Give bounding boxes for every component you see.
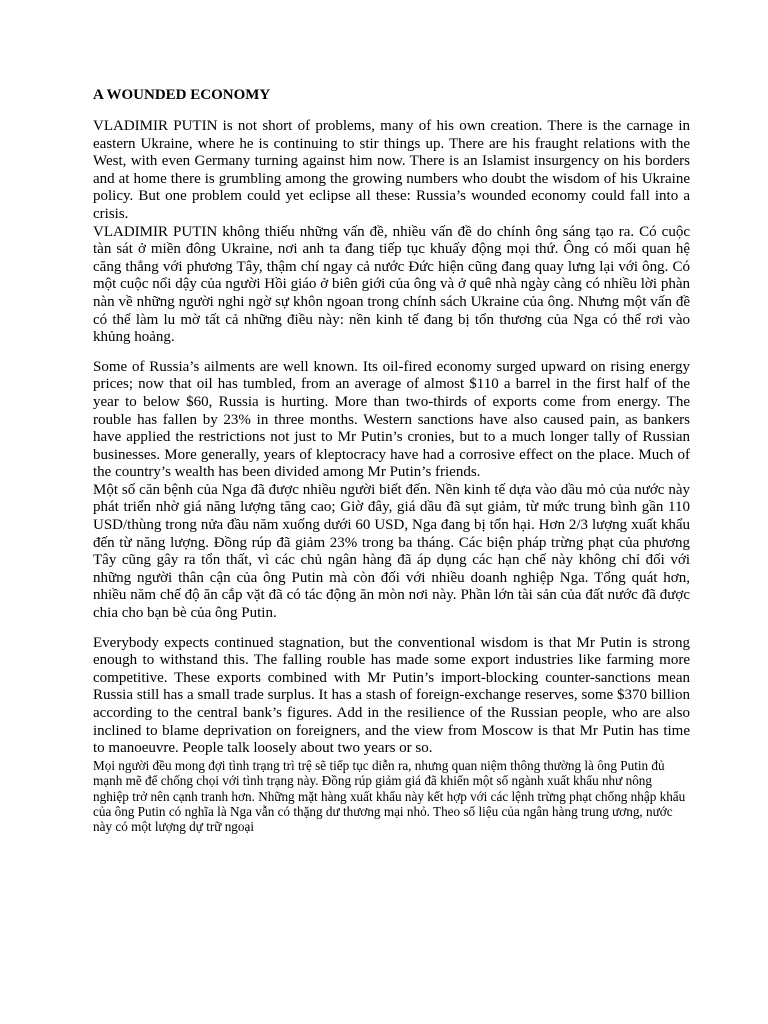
paragraph-vietnamese-3: Mọi người đều mong đợi tình trạng trì trệ sẽ tiếp tục diễn ra, nhưng quan niệm thông thường là ông Putin đủ mạnh mẽ để chống chọi với tình trạng này. Đồng rúp giảm giá đã khiến một số ngành xuất khẩu như nông nghiệp trở nên cạnh tranh hơn. Những mặt hàng xuất khẩu này kết hợp với các lệnh trừng phạt chống nhập khẩu của ông Putin có nghĩa là Nga vẫn có thặng dư thương mại nhỏ. Theo số liệu của ngân hàng trung ương, nước này có một lượng dự trữ ngoại [93, 757, 686, 835]
paragraph-english-2: Some of Russia’s ailments are well known. Its oil-fired economy surged upward on rising energy prices; now that oil has tumbled, from an average of almost $110 a barrel in the first half of the year to below $60, Russia is hurting. More than two-thirds of exports come from energy. The rouble has fallen by 23% in three months. Western sanctions have also caused pain, as bankers have applied the restrictions not just to Mr Putin’s cronies, but to a much longer tally of Russian businesses. More generally, years of kleptocracy have had a corrosive effect on the place. Much of the country’s wealth has been divided among Mr Putin’s friends. [93, 358, 690, 481]
document-title: A WOUNDED ECONOMY [93, 87, 271, 103]
paragraph-vietnamese-1: VLADIMIR PUTIN không thiếu những vấn đề, nhiều vấn đề do chính ông sáng tạo ra. Có cuộc tàn sát ở miền đông Ukraine, nơi anh ta đang tiếp tục khuấy động mọi thứ. Ông có mối quan hệ căng thẳng với phương Tây, thậm chí ngay cả nước Đức hiện cũng đang quay lưng lại với ông. Có một cuộc nổi dậy của người Hồi giáo ở biên giới của ông và ở quê nhà ngày càng có nhiều lời phàn nàn về những người nghi ngờ sự khôn ngoan trong chính sách Ukraine của ông. Nhưng một vấn đề có thể làm lu mờ tất cả những điều này: nền kinh tế đang bị tổn thương của Nga có thể rơi vào khủng hoảng. [93, 223, 690, 346]
paragraph-english-1: VLADIMIR PUTIN is not short of problems, many of his own creation. There is the carnage in eastern Ukraine, where he is continuing to stir things up. There are his fraught relations with the West, with even Germany turning against him now. There is an Islamist insurgency on his borders and at home there is grumbling among the growing numbers who doubt the wisdom of his Ukraine policy. But one problem could yet eclipse all these: Russia’s wounded economy could fall into a crisis. [93, 118, 690, 222]
paragraph-english-3: Everybody expects continued stagnation, but the conventional wisdom is that Mr Putin is strong enough to withstand this. The falling rouble has made some export industries like farming more competitive. These exports combined with Mr Putin’s import-blocking counter-sanctions mean Russia still has a small trade surplus. It has a stash of foreign-exchange reserves, some $370 billion according to the central bank’s figures. Add in the resilience of the Russian people, who are also inclined to blame deprivation on foreigners, and the view from Moscow is that Mr Putin has time to manoeuvre. People talk loosely about two years or so. [93, 634, 690, 757]
document-page [93, 86, 690, 835]
paragraph-vietnamese-2: Một số căn bệnh của Nga đã được nhiều người biết đến. Nền kinh tế dựa vào dầu mỏ của nước này phát triển nhờ giá năng lượng tăng cao; Giờ đây, giá dầu đã sụt giảm, từ mức trung bình gần 110 USD/thùng trong nửa đầu năm xuống dưới 60 USD, Nga đang bị tổn hại. Hơn 2/3 lượng xuất khẩu đến từ năng lượng. Đồng rúp đã giảm 23% trong ba tháng. Các biện pháp trừng phạt của phương Tây cũng gây ra tổn thất, vì các chủ ngân hàng đã áp dụng các hạn chế này không chỉ đối với những người thân cận của ông Putin mà còn đối với nhiều doanh nghiệp Nga. Tổng quát hơn, nhiều năm chế độ ăn cắp vặt đã có tác động ăn mòn nơi này. Phần lớn tài sản của đất nước đã được chia cho bạn bè của ông Putin. [93, 481, 690, 622]
paragraph-spacer [93, 347, 690, 359]
paragraph-spacer [93, 623, 690, 635]
